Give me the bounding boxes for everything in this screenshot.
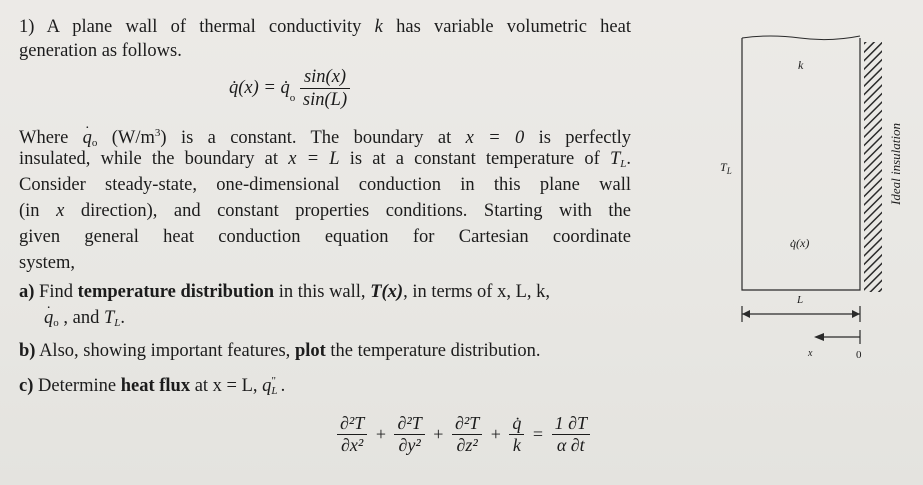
diagram-k-label: k [798,58,804,72]
problem-line-4: insulated, while the boundary at x = L is at a constant temperature of $T_L$. [19,149,632,170]
problem-line-7: given general heat conduction equation for Cartesian coordinate [19,227,631,247]
insulation-hatch [864,42,882,292]
term-d2t-dx2: $\frac{\text{∂²T}}{\text{∂x²}}$ [337,413,367,456]
diagram-L-label: L [797,294,804,306]
term-qdot-k: $\frac{q̇}{k}$ [509,413,524,456]
wall-outline [742,38,860,290]
diagram-TL-label: $T_L$ [720,160,732,176]
general-heat-equation [335,413,592,456]
part-c: c) Determine heat flux at x = L, $q_L^"$ . [19,375,286,397]
term-rhs: $\frac{1 \partial T}{\alpha \partial t}$ [552,413,590,456]
wall-top-edge [742,36,860,40]
diagram-x-label: x [808,348,813,359]
problem-line-6: (in x direction), and constant properties conditions. Starting with the [19,201,632,221]
equals: = [532,424,544,444]
problem-line-1: 1) A plane wall of thermal conductivity k has variable volumetric heat [19,17,631,37]
part-b: b) Also, showing important features, plot the temperature distribution. [19,341,541,361]
problem-line-5: Consider steady-state, one-dimensional conduction in this plane wall [19,175,631,195]
diagram-zero-label: 0 [856,349,862,361]
equation-fraction: $\frac{\sin(x)}{\sin(L)}$ [300,66,350,111]
plus-2: + [433,424,444,444]
plus-1: + [375,424,386,444]
diagram-qdot-label: q̇(x) [790,236,810,250]
term-d2t-dz2: $\frac{\text{∂²T}}{\text{∂z²}}$ [452,413,482,456]
part-a-line-1: a) Find temperature distribution in this wall, T(x), in terms of x, L, k, [19,282,551,302]
part-a-line-2: ˙ $q_o$ , and $T_L$. [44,307,125,334]
problem-line-2: generation as follows. [19,41,182,61]
problem-line-8: system, [19,253,76,273]
heat-generation-equation: q̇(x) = $q̇_o$ $\frac{\sin(x)}{\sin(L)}$ [229,66,350,111]
term-d2t-dy2: $\frac{\text{∂²T}}{\text{∂y²}}$ [394,413,424,456]
ideal-insulation-label: Ideal insulation [888,123,903,205]
plus-3: + [490,424,501,444]
problem-line-3: Where ˙ $q_o$ $(W/m^3)$ is a constant. The boundary at x = 0 is perfectly [19,122,631,154]
